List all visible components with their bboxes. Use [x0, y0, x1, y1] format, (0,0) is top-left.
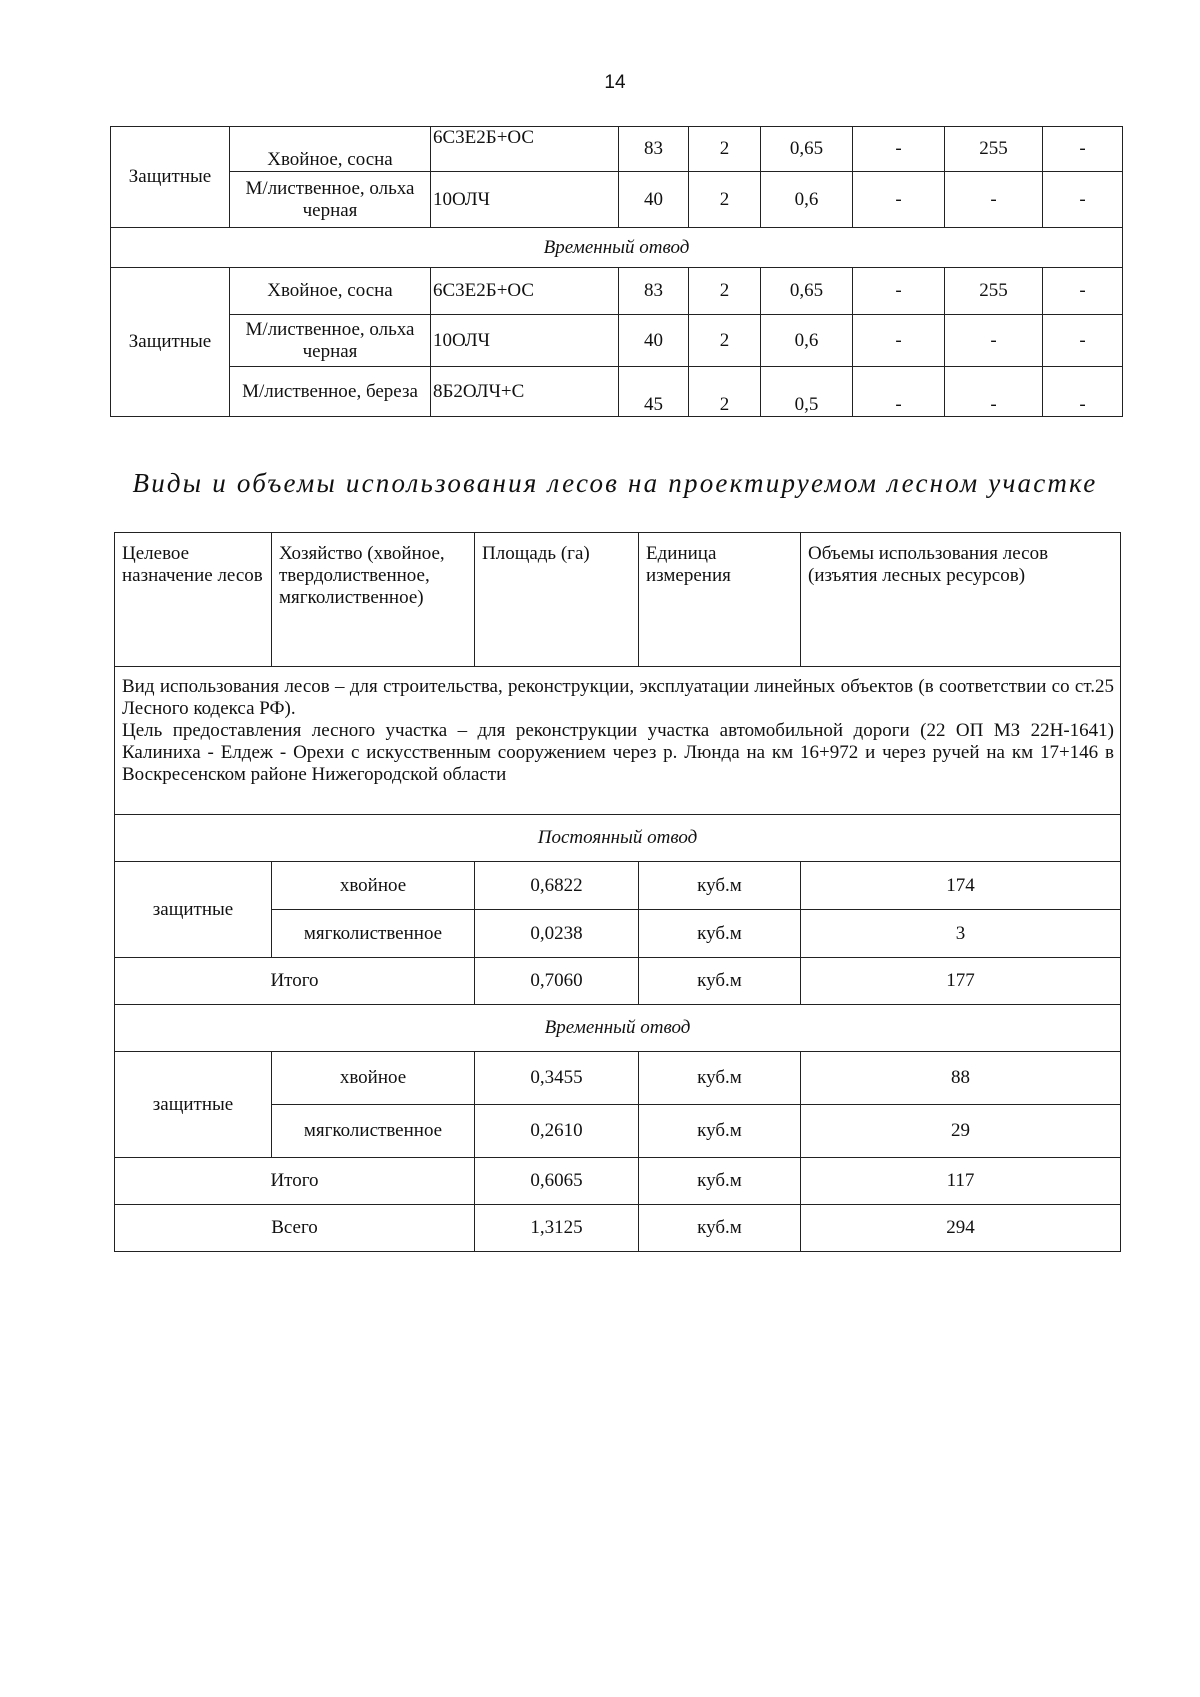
area-cell: 1,3125 [475, 1205, 639, 1252]
value-cell: - [853, 315, 945, 367]
species-cell: М/лиственное, ольха черная [230, 315, 431, 367]
composition-cell: 8Б2ОЛЧ+С [431, 367, 619, 417]
value-cell: - [945, 315, 1043, 367]
value-cell: 40 [619, 172, 689, 228]
header-row [115, 533, 1121, 667]
value-cell: 83 [619, 268, 689, 315]
value-cell: 2 [689, 127, 761, 172]
column-header: Площадь (га) [475, 533, 639, 667]
value-cell: 0,6 [761, 172, 853, 228]
table-row [111, 172, 1123, 228]
table-row [115, 862, 1121, 910]
area-cell: 0,6822 [475, 862, 639, 910]
volume-cell: 294 [801, 1205, 1121, 1252]
type-cell: хвойное [272, 1052, 475, 1105]
subheader-row [115, 1005, 1121, 1052]
group-cell: защитные [115, 862, 272, 958]
value-cell: - [853, 172, 945, 228]
subtotal-row [115, 1158, 1121, 1205]
value-cell: 255 [945, 127, 1043, 172]
value-cell: 2 [689, 268, 761, 315]
forest-use-volumes-table [114, 532, 1121, 1252]
page-number: 14 [604, 72, 626, 93]
composition-cell: 6С3Е2Б+ОС [431, 268, 619, 315]
unit-cell: куб.м [639, 1105, 801, 1158]
volume-cell: 177 [801, 958, 1121, 1005]
temporary-allotment-subheader: Временный отвод [115, 1005, 1121, 1052]
column-header: Единица измерения [639, 533, 801, 667]
area-cell: 0,6065 [475, 1158, 639, 1205]
species-cell: М/лиственное, ольха черная [230, 172, 431, 228]
volume-cell: 117 [801, 1158, 1121, 1205]
subtotal-label: Итого [115, 958, 475, 1005]
composition-cell: 10ОЛЧ [431, 315, 619, 367]
volume-cell: 3 [801, 910, 1121, 958]
table-row [111, 268, 1123, 315]
subheader-row [115, 815, 1121, 862]
composition-cell: 6С3Е2Б+ОС [431, 127, 619, 172]
volume-cell: 88 [801, 1052, 1121, 1105]
permanent-allotment-subheader: Постоянный отвод [115, 815, 1121, 862]
value-cell: 40 [619, 315, 689, 367]
section-title: Виды и объемы использования лесов на проектируемом лесном участке [132, 468, 1098, 498]
value-cell: - [945, 367, 1043, 417]
type-cell: хвойное [272, 862, 475, 910]
table-row [111, 127, 1123, 172]
species-cell: Хвойное, сосна [230, 268, 431, 315]
composition-cell: 10ОЛЧ [431, 172, 619, 228]
column-header: Хозяйство (хвойное, твердолиственное, мягколиственное) [272, 533, 475, 667]
value-cell: - [1043, 127, 1123, 172]
volume-cell: 29 [801, 1105, 1121, 1158]
purpose-text: Цель предоставления лесного участка – для реконструкции участка автомобильной дороги (22 ОП МЗ 22Н-1641) Калиниха - Елдеж - Орехи с искусственным сооружением через р. Люнда на км 16+972 и через ручей на км 17+146 в Воскресенском районе Нижегородской области [122, 720, 1114, 785]
value-cell: - [1043, 367, 1123, 417]
value-cell: 0,65 [761, 127, 853, 172]
value-cell: - [1043, 172, 1123, 228]
group-cell: Защитные [111, 268, 230, 417]
table-row [115, 1052, 1121, 1105]
description-row [115, 667, 1121, 815]
group-cell: Защитные [111, 127, 230, 228]
table-row [111, 367, 1123, 417]
value-cell: 2 [689, 172, 761, 228]
type-cell: мягколиственное [272, 1105, 475, 1158]
column-header: Объемы использования лесов (изъятия лесных ресурсов) [801, 533, 1121, 667]
area-cell: 0,0238 [475, 910, 639, 958]
description-cell [115, 667, 1121, 815]
type-cell: мягколиственное [272, 910, 475, 958]
column-header: Целевое назначение лесов [115, 533, 272, 667]
volume-cell: 174 [801, 862, 1121, 910]
value-cell: - [1043, 268, 1123, 315]
unit-cell: куб.м [639, 1158, 801, 1205]
value-cell: 255 [945, 268, 1043, 315]
subheader-row [111, 228, 1123, 268]
unit-cell: куб.м [639, 862, 801, 910]
unit-cell: куб.м [639, 1052, 801, 1105]
area-cell: 0,3455 [475, 1052, 639, 1105]
unit-cell: куб.м [639, 958, 801, 1005]
subtotal-label: Итого [115, 1158, 475, 1205]
value-cell: 2 [689, 315, 761, 367]
grand-total-label: Всего [115, 1205, 475, 1252]
area-cell: 0,7060 [475, 958, 639, 1005]
unit-cell: куб.м [639, 910, 801, 958]
value-cell: - [853, 367, 945, 417]
value-cell: 0,5 [761, 367, 853, 417]
temporary-allotment-subheader: Временный отвод [111, 228, 1123, 268]
area-cell: 0,2610 [475, 1105, 639, 1158]
unit-cell: куб.м [639, 1205, 801, 1252]
table-row [111, 315, 1123, 367]
value-cell: 2 [689, 367, 761, 417]
value-cell: 0,65 [761, 268, 853, 315]
tax-description-table [110, 126, 1123, 417]
value-cell: 45 [619, 367, 689, 417]
value-cell: - [853, 127, 945, 172]
value-cell: 83 [619, 127, 689, 172]
grand-total-row [115, 1205, 1121, 1252]
value-cell: - [1043, 315, 1123, 367]
group-cell: защитные [115, 1052, 272, 1158]
species-cell: М/лиственное, береза [230, 367, 431, 417]
forest-use-type-text: Вид использования лесов – для строительства, реконструкции, эксплуатации линейных объектов (в соответствии со ст.25 Лесного кодекса РФ). [122, 676, 1114, 719]
value-cell: 0,6 [761, 315, 853, 367]
value-cell: - [853, 268, 945, 315]
species-cell: Хвойное, сосна [230, 127, 431, 172]
subtotal-row [115, 958, 1121, 1005]
value-cell: - [945, 172, 1043, 228]
